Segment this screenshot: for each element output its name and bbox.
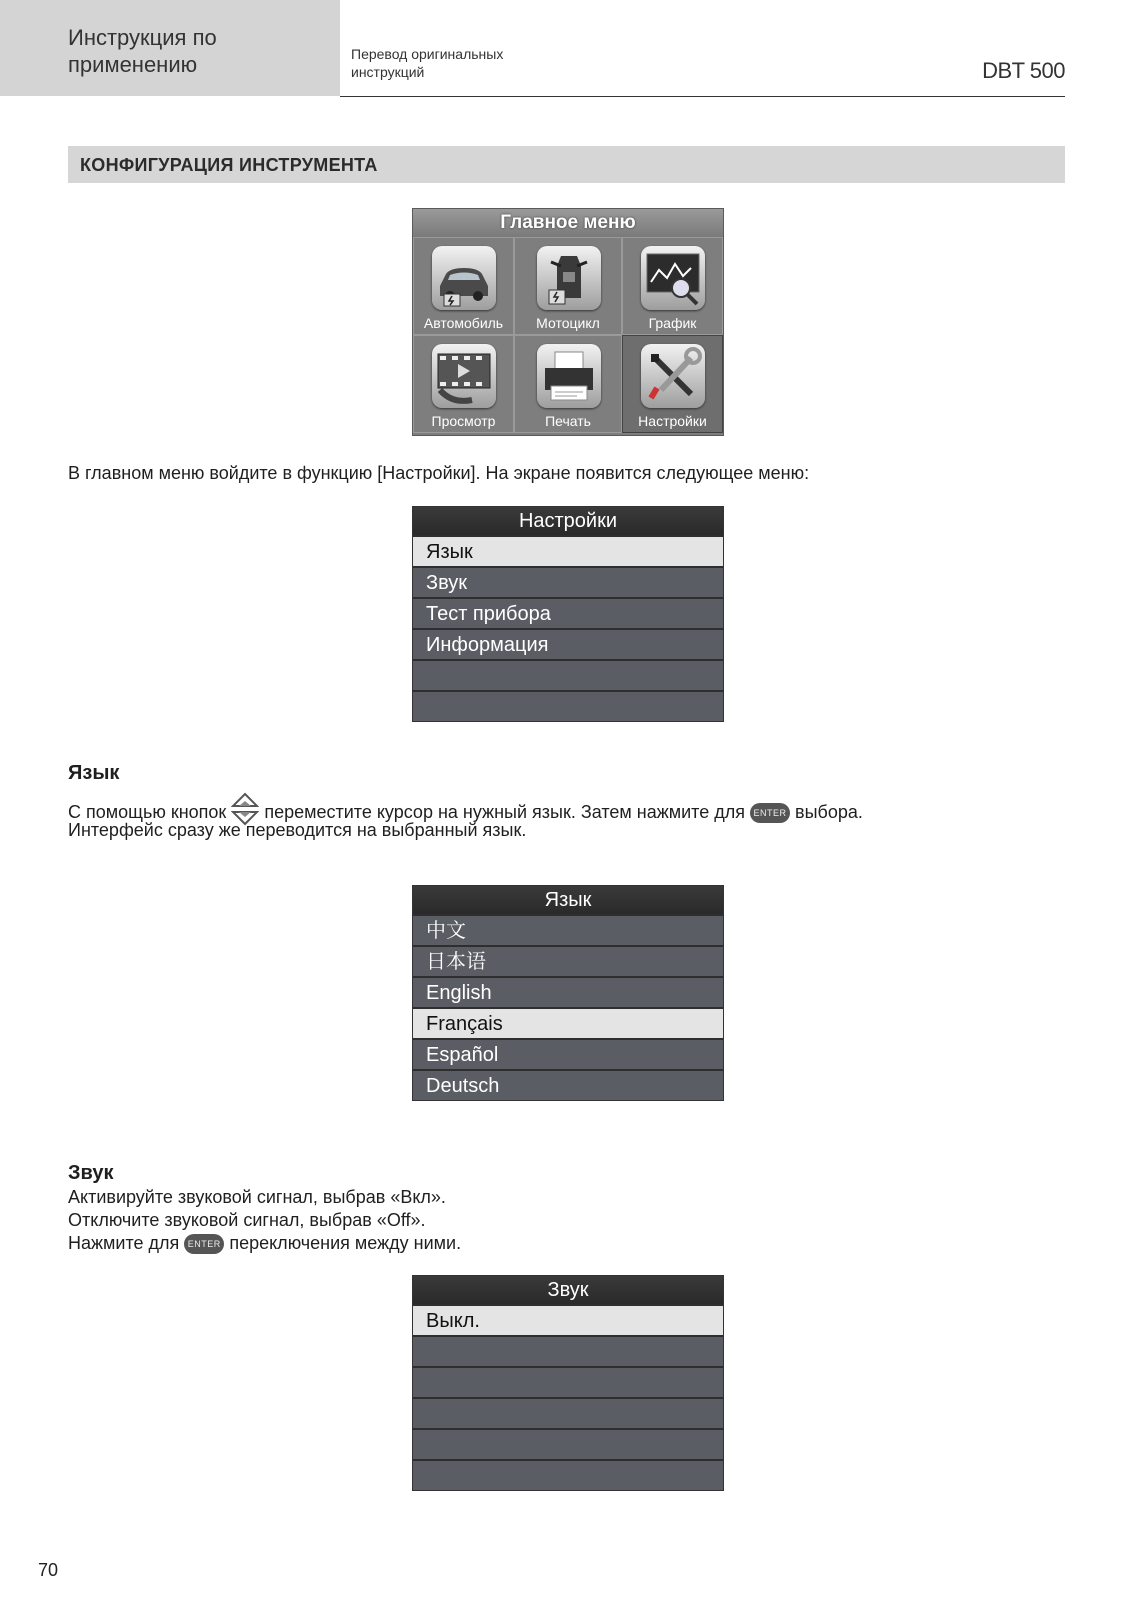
settings-row-test[interactable]: Тест прибора xyxy=(413,597,723,628)
page-number: 70 xyxy=(38,1560,59,1580)
language-row-chinese[interactable]: 中文 xyxy=(413,914,723,945)
settings-row-sound[interactable]: Звук xyxy=(413,566,723,597)
sound-row-empty xyxy=(413,1459,723,1490)
menu-item-graph-label: График xyxy=(648,315,697,331)
enter-button-icon: ENTER xyxy=(750,803,790,823)
menu-item-settings-label: Настройки xyxy=(638,413,707,429)
main-menu-screen xyxy=(412,208,724,436)
sound-row-empty xyxy=(413,1397,723,1428)
document-title: Инструкция по применению xyxy=(68,25,217,77)
sound-row-empty xyxy=(413,1366,723,1397)
sound-text-3: Нажмите для xyxy=(68,1233,180,1253)
language-screen-title: Язык xyxy=(413,886,723,914)
language-text-4: Интерфейс сразу же переводится на выбранный язык. xyxy=(68,820,527,840)
main-menu-title: Главное меню xyxy=(413,209,723,237)
sound-row-empty xyxy=(413,1428,723,1459)
motorcycle-icon xyxy=(537,246,601,310)
header-divider xyxy=(340,96,1065,97)
language-heading: Язык xyxy=(68,762,120,784)
film-icon xyxy=(432,344,496,408)
document-subtitle: Перевод оригинальных инструкций xyxy=(351,46,504,80)
menu-item-car-label: Автомобиль xyxy=(423,315,504,331)
settings-row-language[interactable]: Язык xyxy=(413,535,723,566)
menu-item-motorcycle-label: Мотоцикл xyxy=(536,315,600,331)
settings-row-empty xyxy=(413,659,723,690)
sound-screen-title: Звук xyxy=(413,1276,723,1304)
language-text-3: выбора. xyxy=(795,801,863,822)
printer-icon xyxy=(537,344,601,408)
language-row-spanish[interactable]: Español xyxy=(413,1038,723,1069)
model-name: DBT 500 xyxy=(982,58,1065,83)
language-row-german[interactable]: Deutsch xyxy=(413,1069,723,1100)
language-row-english[interactable]: English xyxy=(413,976,723,1007)
sound-row-off[interactable]: Выкл. xyxy=(413,1304,723,1335)
enter-button-icon: ENTER xyxy=(184,1234,224,1254)
language-screen xyxy=(412,885,724,1101)
settings-screen-title: Настройки xyxy=(413,507,723,535)
sound-row-empty xyxy=(413,1335,723,1366)
menu-item-review-label: Просмотр xyxy=(431,413,496,429)
sound-heading: Звук xyxy=(68,1162,114,1184)
menu-item-car[interactable] xyxy=(413,237,514,335)
sound-screen xyxy=(412,1275,724,1491)
menu-item-settings[interactable] xyxy=(622,335,723,433)
tools-icon xyxy=(641,344,705,408)
language-text-1: С помощью кнопок xyxy=(68,801,227,822)
section-title: КОНФИГУРАЦИЯ ИНСТРУМЕНТА xyxy=(80,155,378,175)
settings-screen xyxy=(412,506,724,722)
menu-item-graph[interactable] xyxy=(622,237,723,335)
settings-row-empty xyxy=(413,690,723,721)
language-row-french[interactable]: Français xyxy=(413,1007,723,1038)
car-icon xyxy=(432,246,496,310)
settings-row-info[interactable]: Информация xyxy=(413,628,723,659)
menu-item-print[interactable] xyxy=(514,335,622,433)
graph-icon xyxy=(641,246,705,310)
sound-text-2: Отключите звуковой сигнал, выбрав «Off». xyxy=(68,1210,426,1230)
menu-item-motorcycle[interactable] xyxy=(514,237,622,335)
intro-text: В главном меню войдите в функцию [Настройки]. На экране появится следующее меню: xyxy=(68,463,810,483)
language-row-japanese[interactable]: 日本语 xyxy=(413,945,723,976)
sound-text-1: Активируйте звуковой сигнал, выбрав «Вкл». xyxy=(68,1187,446,1207)
language-text-2: переместите курсор на нужный язык. Затем нажмите для xyxy=(264,801,745,822)
sound-text-3-line xyxy=(68,1232,461,1255)
menu-item-review[interactable] xyxy=(413,335,514,433)
menu-item-print-label: Печать xyxy=(545,413,591,429)
sound-text-4: переключения между ними. xyxy=(229,1233,462,1253)
